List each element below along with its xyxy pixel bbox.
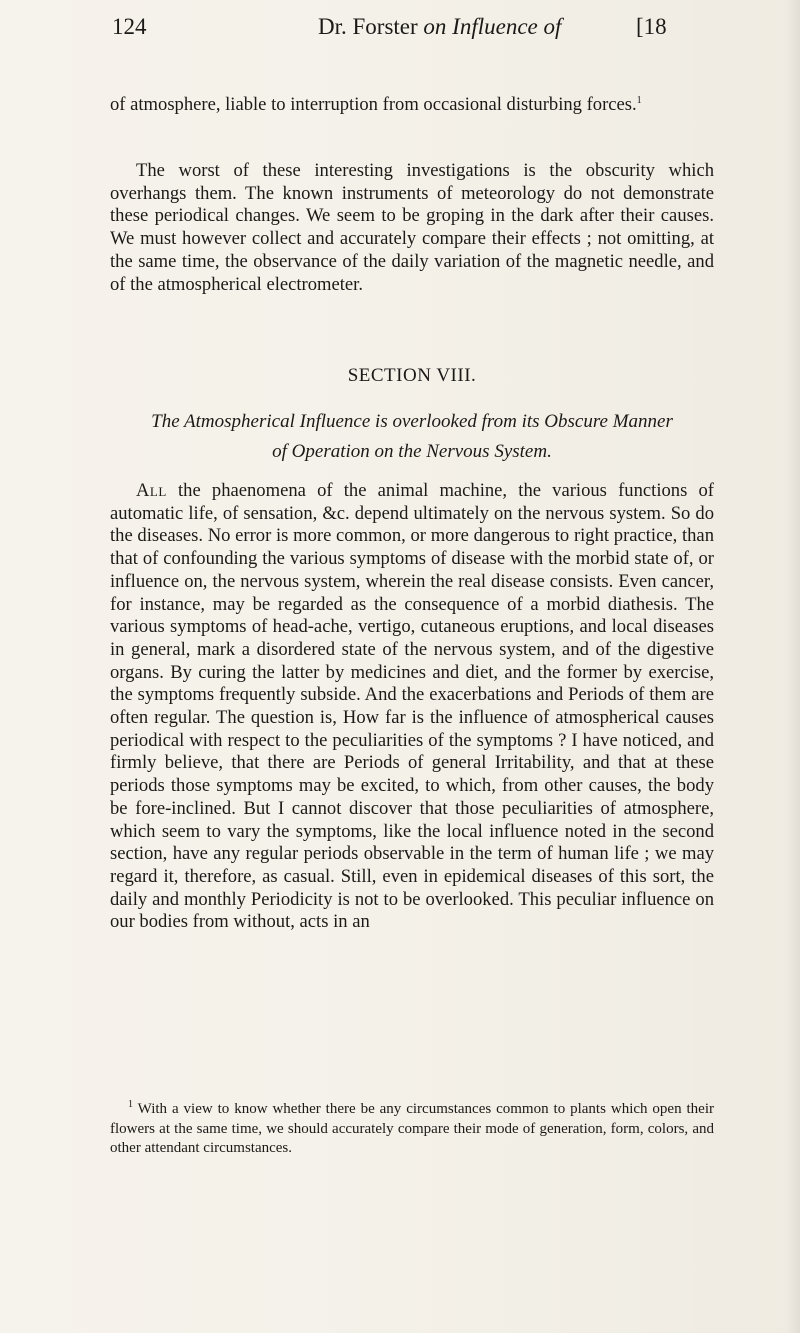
footnote-marker: 1 xyxy=(128,1099,133,1110)
footnote xyxy=(110,1095,714,1159)
lead-word: All xyxy=(136,480,167,501)
section-title xyxy=(110,407,714,467)
page-header xyxy=(108,14,708,54)
running-title-italic: Influence of xyxy=(452,14,562,39)
section-heading: SECTION VIII. xyxy=(347,365,477,386)
paragraph-text: the phaenomena of the animal machine, the various functions of automatic life, of sensation, &c. depend ultimately on the nervous system. So do the diseases. No error is more common, or more dangerous to right practice, than that of confounding the various symptoms of disease with the morbid state of, or influence on, the nervous system, wherein the real disease consists. Even cancer, for instance, may be regarded as the consequence of a morbid diathesis. The various symptoms of head-ache, vertigo, cutaneous eruptions, and local diseases in general, mark a disordered state of the nervous system, and of the digestive organs. By curing the latter by medicines and diet, and the former by exercise, the symptoms frequently subside. And the exacerbations and Periods of them are often regular. The question is, How far is the influence of atmospherical causes periodical with respect to the peculiarities of the symptoms ? I have noticed, and firmly believe, that there are Periods of general Irritability, and that at these periods those symptoms may be excited, to which, from other causes, the body be fore-inclined. But I cannot discover that those peculiarities of atmosphere, which seem to vary the symptoms, like the local influence noted in the second section, have any regular periods observable in the term of human life ; we may regard it, therefore, as casual. Still, even in epidemical diseases of this sort, the daily and monthly Periodicity is not to be overlooked. This peculiar influence on our bodies from without, acts in an xyxy=(110,480,714,933)
paragraph-nervous-system xyxy=(110,480,714,934)
footnote-text: With a view to know whether there be any circumstances common to plants which open their flowers at the same time, we should accurately compare their mode of generation, form, colors, and other attendant circumstances. xyxy=(110,1101,714,1156)
section-title-line: The Atmospherical Influence is overlooked from its Obscure Manner xyxy=(151,411,673,432)
signature-mark: [18 xyxy=(636,14,667,39)
running-title-prefix: Dr. Forster xyxy=(318,14,424,39)
running-title xyxy=(318,14,561,40)
paragraph-obscurity: The worst of these interesting investigations is the obscurity which overhangs them. The known instruments of meteorology do not demonstrate these periodical changes. We seem to be groping in the dark after their causes. We must however collect and accurately compare their effects ; not omitting, at the same time, the observance of the daily variation of the magnetic needle, and of the atmospherical electrometer. xyxy=(110,160,714,295)
footnote-reference: 1 xyxy=(636,95,642,106)
page-number: 124 xyxy=(112,14,147,39)
running-title-on: on xyxy=(423,14,447,39)
paragraph-continuation xyxy=(110,90,714,117)
page-edge-shadow xyxy=(786,0,800,1333)
paragraph-text: of atmosphere, liable to interruption from occasional disturbing forces. xyxy=(110,94,637,116)
section-title-line: of Operation on the Nervous System. xyxy=(272,441,552,462)
